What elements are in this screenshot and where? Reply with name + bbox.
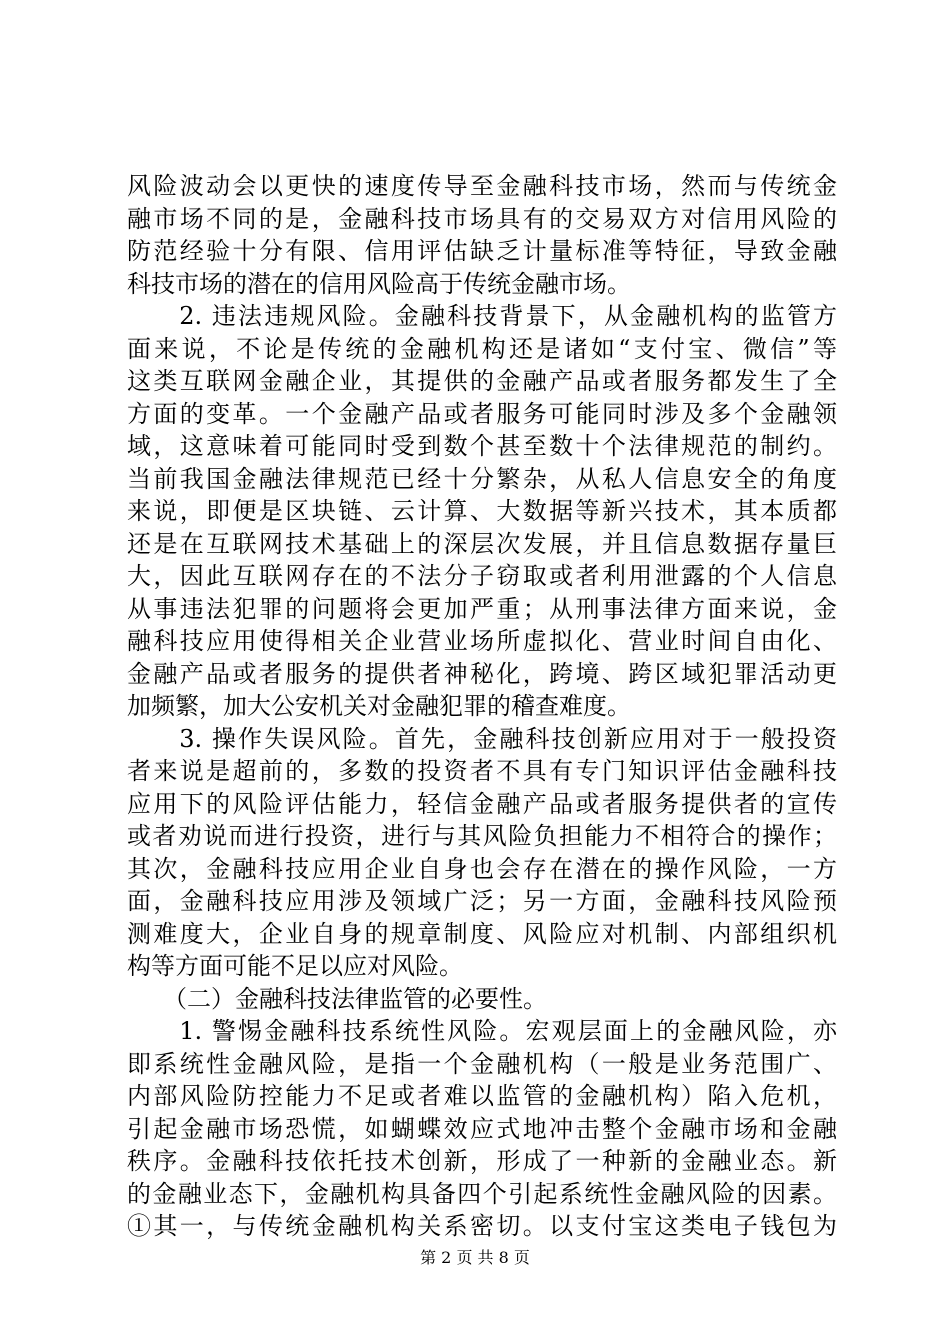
text-line: 融市场不同的是，金融科技市场具有的交易双方对信用风险的 — [127, 204, 837, 233]
text-line: 者来说是超前的，多数的投资者不具有专门知识评估金融科技 — [127, 757, 837, 785]
text-line: 3. 操作失误风险。首先，金融科技创新应用对于一般投资 — [127, 724, 837, 753]
text-line: 防范经验十分有限、信用评估缺乏计量标准等特征，导致金融 — [127, 237, 837, 265]
text-line: 2. 违法违规风险。金融科技背景下，从金融机构的监管方 — [127, 302, 837, 330]
text-line: 应用下的风险评估能力，轻信金融产品或者服务提供者的宣传 — [127, 789, 837, 818]
text-line: 域，这意味着可能同时受到数个甚至数十个法律规范的制约。 — [127, 432, 837, 460]
text-line: ①其一，与传统金融机构关系密切。以支付宝这类电子钱包为 — [127, 1212, 837, 1240]
text-line: 的金融业态下，金融机构具备四个引起系统性金融风险的因素。 — [127, 1179, 837, 1208]
text-line: 融科技应用使得相关企业营业场所虚拟化、营业时间自由化、 — [127, 627, 837, 655]
text-line: 来说，即便是区块链、云计算、大数据等新兴技术，其本质都 — [127, 497, 837, 525]
text-line: 或者劝说而进行投资，进行与其风险负担能力不相符合的操作； — [127, 822, 837, 850]
body-text — [127, 170, 837, 1243]
text-line: （二）金融科技法律监管的必要性。 — [127, 984, 547, 1013]
text-line: 还是在互联网技术基础上的深层次发展，并且信息数据存量巨 — [127, 529, 837, 558]
text-line: 秩序。金融科技依托技术创新，形成了一种新的金融业态。新 — [127, 1147, 837, 1175]
text-line: 面，金融科技应用涉及领域广泛；另一方面，金融科技风险预 — [127, 887, 837, 915]
text-line: 大，因此互联网存在的不法分子窃取或者利用泄露的个人信息 — [127, 562, 837, 590]
text-line: 风险波动会以更快的速度传导至金融科技市场，然而与传统金 — [127, 172, 837, 200]
text-line: 1. 警惕金融科技系统性风险。宏观层面上的金融风险，亦 — [127, 1017, 837, 1045]
text-line: 从事违法犯罪的问题将会更加严重；从刑事法律方面来说，金 — [127, 594, 837, 623]
text-line: 内部风险防控能力不足或者难以监管的金融机构）陷入危机， — [127, 1082, 837, 1110]
text-line: 即系统性金融风险，是指一个金融机构（一般是业务范围广、 — [127, 1049, 837, 1078]
text-line: 面来说，不论是传统的金融机构还是诸如“支付宝、微信”等 — [127, 334, 837, 363]
text-line: 测难度大，企业自身的规章制度、风险应对机制、内部组织机 — [127, 919, 837, 948]
text-line: 这类互联网金融企业，其提供的金融产品或者服务都发生了全 — [127, 367, 837, 395]
text-line: 当前我国金融法律规范已经十分繁杂，从私人信息安全的角度 — [127, 464, 837, 493]
text-line: 加频繁，加大公安机关对金融犯罪的稽查难度。 — [127, 692, 631, 720]
text-line: 其次，金融科技应用企业自身也会存在潜在的操作风险，一方 — [127, 854, 837, 883]
text-line: 构等方面可能不足以应对风险。 — [127, 952, 463, 980]
page-footer: 第 2 页 共 8 页 — [420, 1248, 530, 1267]
text-line: 金融产品或者服务的提供者神秘化，跨境、跨区域犯罪活动更 — [127, 659, 837, 688]
text-line: 引起金融市场恐慌，如蝴蝶效应式地冲击整个金融市场和金融 — [127, 1114, 837, 1143]
text-line: 科技市场的潜在的信用风险高于传统金融市场。 — [127, 269, 631, 298]
text-line: 方面的变革。一个金融产品或者服务可能同时涉及多个金融领 — [127, 399, 837, 428]
